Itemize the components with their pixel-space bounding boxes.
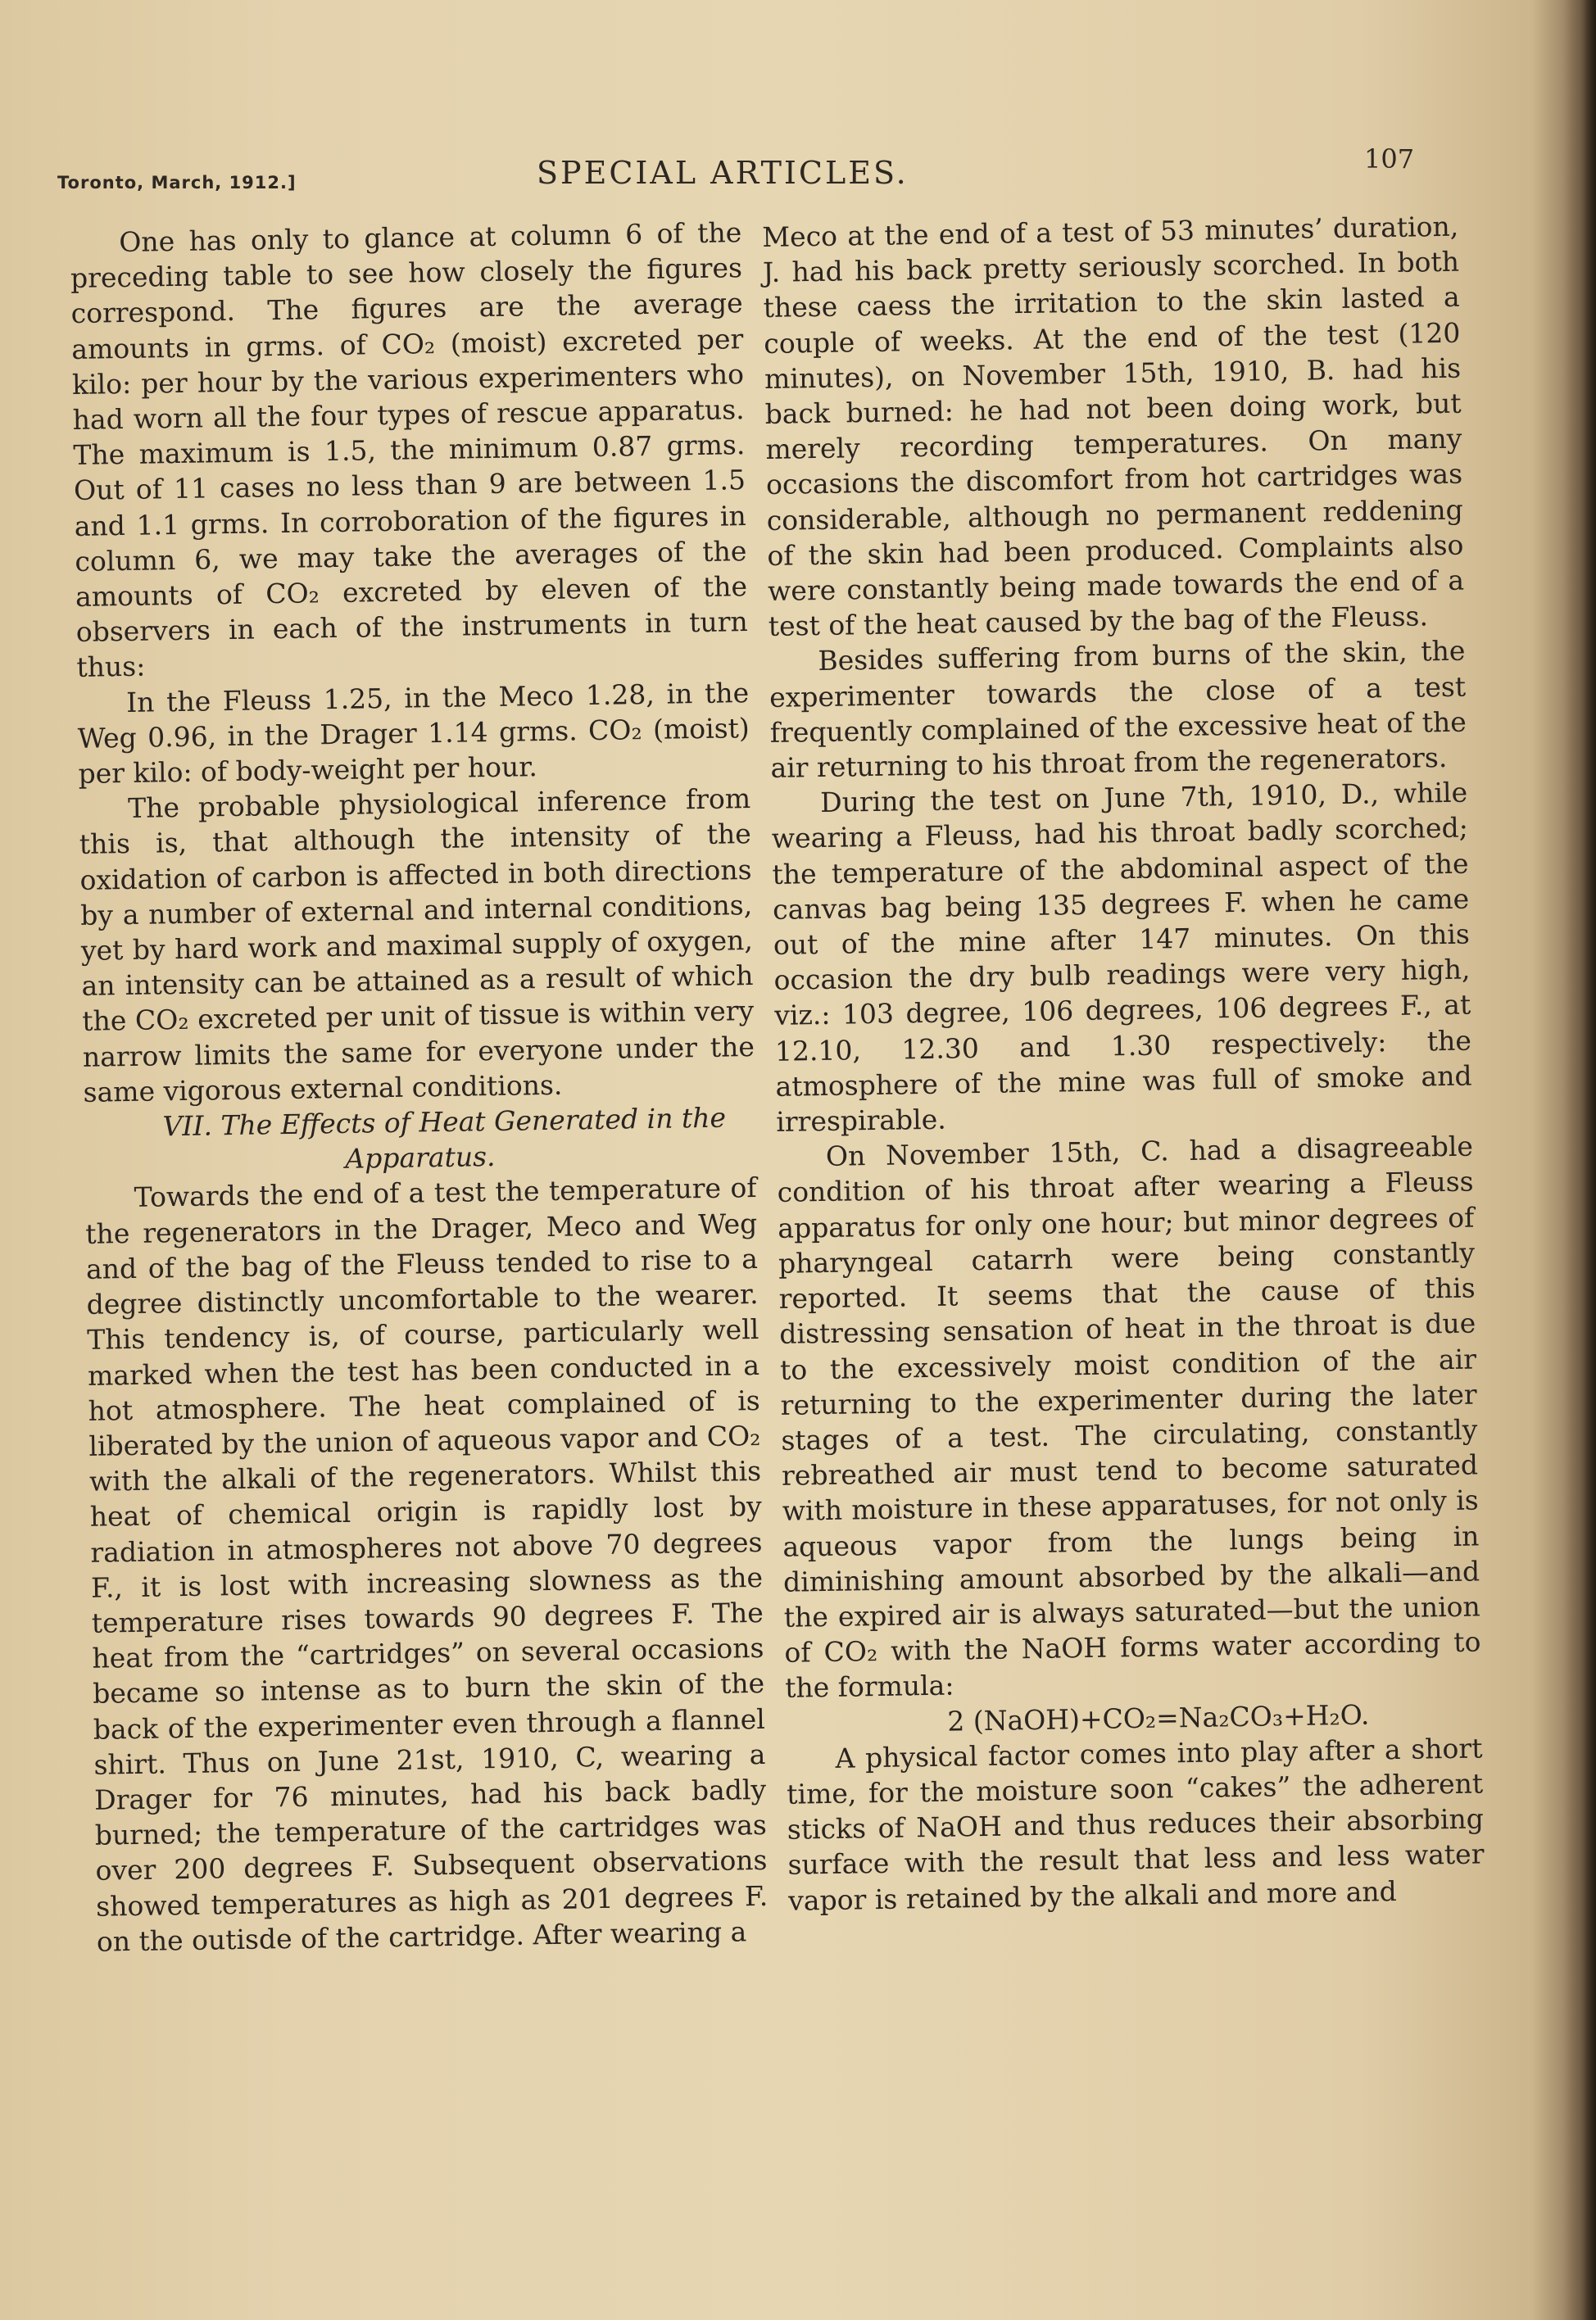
paragraph: In the Fleuss 1.25, in the Meco 1.28, in the Weg 0.96, in the Drager 1.14 grms. CO₂ (moist) per kilo: of body-weight per hour. xyxy=(77,676,750,790)
left-column xyxy=(70,215,769,1960)
binding-edge-shadow xyxy=(1563,0,1596,2320)
chemical-formula: 2 (NaOH)+CO₂=Na₂CO₃+H₂O. xyxy=(946,1698,1370,1738)
running-head xyxy=(57,143,1450,209)
paragraph: The probable physiological inference from this is, that although the intensity of the oxidation of carbon is affected in both directions by a number of external and internal conditions, yet by hard work and maximal supply of oxygen, an intensity can be attained as a result of which the CO₂ excreted per unit of tissue is within very narrow limits the same for everyone under the same vigorous external conditions. xyxy=(79,782,755,1108)
section-heading: VII. The Effects of Heat Generated in the Apparatus. xyxy=(162,1101,727,1176)
paragraph: A physical factor comes into play after a short time, for the moisture soon “cakes” the adherent sticks of NaOH and thus reduces their absorbing surface with the result that less and less water vapor is retained by the alkali and more and xyxy=(786,1732,1485,1917)
paragraph: Besides suffering from burns of the skin, the experimenter towards the close of a test frequently complained of the excessive heat of the air returning to his throat from the regenerators. xyxy=(769,635,1467,784)
paragraph: Meco at the end of a test of 53 minutes’ duration, J. had his back pretty seriously scorched. In both these caess the irritation to the skin lasted a couple of weeks. At the end of the test (120 minutes), on November 15th, 1910, B. had his back burned: he had not been doing work, but merely recording temperatures. On many occasions the discomfort from hot cartridges was considerable, although no permanent reddening of the skin had been produced. Complaints also were constantly being made towards the end of a test of the heat caused by the bag of the Fleuss. xyxy=(762,210,1465,643)
right-column xyxy=(762,209,1485,1919)
page-number: 107 xyxy=(1364,143,1415,174)
paragraph: On November 15th, C. had a disagreeable condition of his throat after wearing a Fleuss apparatus for only one hour; but minor degrees of pharyngeal catarrh were being constantly reported. It seems that the cause of this distressing sensation of heat in the throat is due to the excessively moist condition of the air returning to the experimenter during the later stages of a test. The circulating, constantly rebreathed air must tend to become saturated with moisture in these apparatuses, for not only is aqueous vapor from the lungs being in diminishing amount absorbed by the alkali—and the expired air is always saturated—but the union of CO₂ with the NaOH forms water according to the formula: xyxy=(777,1130,1481,1705)
text-columns xyxy=(0,210,1596,2290)
paragraph: One has only to glance at column 6 of the preceding table to see how closely the figures correspond. The figures are the average amounts in grms. of CO₂ (moist) excreted per kilo: per hour by the various experimenters who had worn all the four types of rescue apparatus. The maximum is 1.5, the minimum 0.87 grms. Out of 11 cases no less than 9 are between 1.5 and 1.1 grms. In corroboration of the figures in column 6, we may take the averages of the amounts of CO₂ excreted by eleven of the observers in each of the instruments in turn thus: xyxy=(70,216,749,684)
paragraph: During the test on June 7th, 1910, D., while wearing a Fleuss, had his throat badly scorched; the temperature of the abdominal aspect of the canvas bag being 135 degrees F. when he came out of the mine after 147 minutes. On this occasion the dry bulb readings were very high, viz.: 103 degree, 106 degrees, 106 degrees F., at 12.10, 12.30 and 1.30 respectively: the atmosphere of the mine was full of smoke and irrespirable. xyxy=(771,776,1472,1138)
paragraph: Towards the end of a test the temperature of the regenerators in the Drager, Meco and Weg and of the bag of the Fleuss tended to rise to a degree distinctly uncomfortable to the wearer. This tendency is, of course, particularly well marked when the test has been conducted in a hot atmosphere. The heat complained of is liberated by the union of aqueous vapor and CO₂ with the alkali of the regenerators. Whilst this heat of chemical origin is rapidly lost by radiation in atmospheres not above 70 degrees F., it is lost with increasing slowness as the temperature rises towards 90 degrees F. The heat from the “cartridges” on several occasions became so intense as to burn the skin of the back of the experimenter even through a flannel shirt. Thus on June 21st, 1910, C, wearing a Drager for 76 minutes, had his back badly burned; the temperature of the cartridges was over 200 degrees F. Subsequent observations showed temperatures as high as 201 degrees F. on the outisde of the cartridge. After wearing a xyxy=(85,1171,769,1958)
journal-issue-label: Toronto, March, 1912.] xyxy=(57,173,297,193)
section-title: SPECIAL ARTICLES. xyxy=(537,155,909,191)
